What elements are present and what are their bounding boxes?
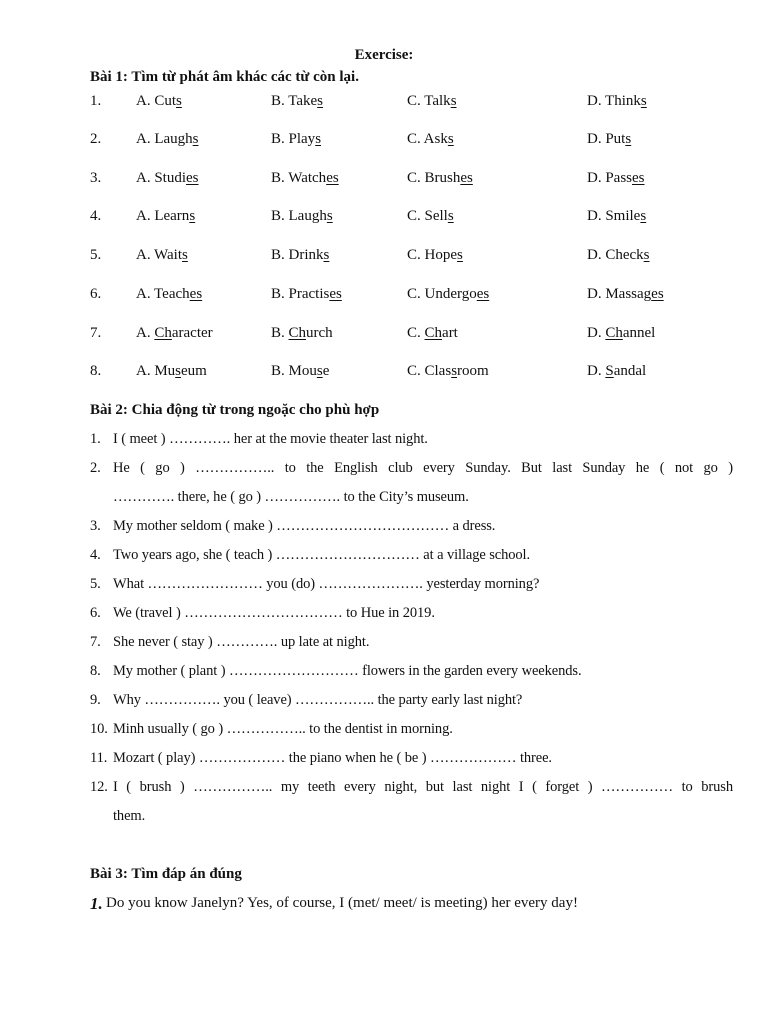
bai1-option	[136, 93, 182, 110]
underlined-sound: es	[189, 286, 203, 302]
bai1-option	[136, 363, 207, 380]
option-text: D. Put	[587, 131, 626, 147]
option-text: D.	[587, 363, 606, 379]
option-text: A. Laugh	[136, 131, 193, 147]
bai1-option	[271, 93, 323, 110]
bai2-heading: Bài 2: Chia động từ trong ngoặc cho phù hợp	[90, 402, 380, 418]
option-text: C. Sell	[407, 208, 448, 224]
option-text: C. Brush	[407, 170, 461, 186]
option-text: D.	[587, 325, 606, 341]
option-text: C. Ask	[407, 131, 448, 147]
bai2-line-text: He ( go ) …………….. to the English club every Sunday. But last Sunday he ( not go )	[113, 460, 733, 476]
bai1-option	[587, 363, 646, 380]
bai3-question-text: Do you know Janelyn? Yes, of course, I (met/ meet/ is meeting) her every day!	[106, 895, 578, 911]
bai2-line-text: them.	[113, 808, 146, 824]
bai1-option	[407, 247, 463, 264]
bai2-line-number: 11.	[90, 750, 108, 766]
bai1-option	[407, 131, 454, 148]
bai1-option	[587, 325, 655, 342]
bai2-line-number: 9.	[90, 692, 101, 708]
bai1-option	[587, 208, 646, 225]
bai2-line-text: I ( brush ) …………….. my teeth every night, but last night I ( forget ) …………… to brush	[113, 779, 733, 795]
underlined-sound: es	[326, 170, 339, 186]
bai1-option	[587, 93, 647, 110]
underlined-sound: s	[625, 131, 632, 147]
underlined-sound: es	[476, 286, 490, 302]
bai1-question-number: 7.	[90, 325, 102, 341]
underlined-sound: s	[315, 131, 322, 147]
bai2-line-number: 7.	[90, 634, 101, 650]
option-text: B. Laugh	[271, 208, 327, 224]
underlined-sound: S	[605, 363, 614, 379]
option-text: A. Wait	[136, 247, 183, 263]
underlined-sound: s	[176, 93, 182, 109]
underlined-sound: s	[640, 208, 647, 224]
bai1-option	[407, 208, 454, 225]
bai1-option	[136, 247, 188, 264]
option-text: C.	[407, 325, 425, 341]
exercise-title: Exercise:	[354, 47, 414, 63]
option-text: B. Play	[271, 131, 316, 147]
option-text: C. Undergo	[407, 286, 477, 302]
option-text: C. Hope	[407, 247, 457, 263]
bai2-line-number: 3.	[90, 518, 101, 534]
option-text: D. Check	[587, 247, 644, 263]
underlined-sound: s	[457, 247, 463, 263]
option-text-rest: aracter	[171, 325, 213, 341]
option-text-rest: art	[442, 325, 458, 341]
option-text: B. Take	[271, 93, 318, 109]
bai1-question-number: 6.	[90, 286, 102, 302]
underlined-sound: Ch	[424, 325, 443, 341]
bai2-line-text: Two years ago, she ( teach ) ………………………… at a village school.	[113, 547, 531, 563]
bai1-option	[136, 170, 199, 187]
bai1-option	[407, 325, 458, 342]
option-text: A. Studi	[136, 170, 187, 186]
bai2-line-number: 1.	[90, 431, 101, 447]
bai1-option	[407, 286, 489, 303]
bai1-question-number: 8.	[90, 363, 102, 379]
bai2-line-text: Mozart ( play) ……………… the piano when he ( be ) ……………… three.	[113, 750, 552, 766]
bai1-option	[587, 247, 650, 264]
option-text-rest: eum	[181, 363, 207, 379]
option-text-rest: annel	[622, 325, 656, 341]
bai1-option	[587, 286, 664, 303]
bai1-question-number: 4.	[90, 208, 102, 224]
option-text-rest: andal	[613, 363, 647, 379]
bai2-line-text: …………. there, he ( go ) ……………. to the City’s museum.	[113, 489, 469, 505]
option-text: B. Drink	[271, 247, 324, 263]
bai1-question-number: 5.	[90, 247, 102, 263]
underlined-sound: es	[329, 286, 342, 302]
bai1-option	[136, 208, 195, 225]
bai1-option	[136, 131, 199, 148]
option-text: D. Smile	[587, 208, 641, 224]
option-text: B. Mou	[271, 363, 317, 379]
underlined-sound: Ch	[288, 325, 307, 341]
bai1-option	[271, 170, 339, 187]
option-text: B. Watch	[271, 170, 327, 186]
option-text-rest: room	[457, 363, 489, 379]
bai2-line-text: We (travel ) …………………………… to Hue in 2019.	[113, 605, 435, 621]
bai1-option	[271, 363, 329, 380]
bai2-line-number: 10.	[90, 721, 108, 737]
underlined-sound: s	[316, 363, 323, 379]
underlined-sound: s	[447, 131, 454, 147]
underlined-sound: s	[451, 363, 458, 379]
underlined-sound: s	[450, 93, 457, 109]
underlined-sound: s	[189, 208, 196, 224]
bai2-line-number: 4.	[90, 547, 101, 563]
bai2-line-number: 12.	[90, 779, 108, 795]
bai1-option	[271, 131, 321, 148]
bai2-line-text: I ( meet ) …………. her at the movie theater last night.	[113, 431, 428, 447]
underlined-sound: s	[643, 247, 650, 263]
bai1-option	[587, 170, 645, 187]
underlined-sound: s	[175, 363, 182, 379]
bai3-question-number: 1.	[90, 894, 103, 913]
option-text: A.	[136, 325, 155, 341]
bai2-line-text: She never ( stay ) …………. up late at night.	[113, 634, 370, 650]
bai1-option	[271, 325, 333, 342]
underlined-sound: s	[326, 208, 333, 224]
option-text: C. Clas	[407, 363, 452, 379]
underlined-sound: s	[640, 93, 647, 109]
underlined-sound: s	[192, 131, 199, 147]
bai2-line-text: My mother seldom ( make ) ……………………………… a dress.	[113, 518, 496, 534]
bai1-option	[271, 286, 342, 303]
bai2-line-number: 2.	[90, 460, 101, 476]
option-text: B.	[271, 325, 289, 341]
option-text: D. Massag	[587, 286, 652, 302]
bai2-line-number: 8.	[90, 663, 101, 679]
option-text: A. Teach	[136, 286, 190, 302]
bai1-option	[407, 170, 473, 187]
underlined-sound: s	[317, 93, 324, 109]
bai2-line-text: What …………………… you (do) …………………. yesterday morning?	[113, 576, 540, 592]
bai1-option	[587, 131, 631, 148]
bai2-line-text: Why ……………. you ( leave) …………….. the party early last night?	[113, 692, 523, 708]
option-text: B. Practis	[271, 286, 330, 302]
underlined-sound: es	[186, 170, 199, 186]
bai1-question-number: 2.	[90, 131, 102, 147]
bai1-heading: Bài 1: Tìm từ phát âm khác các từ còn lại.	[90, 69, 359, 85]
underlined-sound: es	[651, 286, 664, 302]
option-text: D. Pass	[587, 170, 633, 186]
bai3-heading: Bài 3: Tìm đáp án đúng	[90, 866, 242, 882]
bai1-option	[407, 93, 457, 110]
bai1-question-number: 3.	[90, 170, 102, 186]
underlined-sound: s	[447, 208, 454, 224]
bai2-line-number: 5.	[90, 576, 101, 592]
bai1-option	[271, 247, 329, 264]
underlined-sound: Ch	[154, 325, 172, 341]
option-text: C. Talk	[407, 93, 451, 109]
underlined-sound: es	[632, 170, 645, 186]
bai1-option	[136, 286, 202, 303]
underlined-sound: s	[323, 247, 330, 263]
underlined-sound: es	[460, 170, 473, 186]
bai1-question-number: 1.	[90, 93, 102, 109]
underlined-sound: Ch	[605, 325, 623, 341]
option-text-rest: e	[322, 363, 330, 379]
option-text: D. Think	[587, 93, 641, 109]
option-text: A. Learn	[136, 208, 190, 224]
option-text: A. Cut	[136, 93, 177, 109]
bai2-line-text: Minh usually ( go ) …………….. to the dentist in morning.	[113, 721, 453, 737]
option-text: A. Mu	[136, 363, 176, 379]
bai1-option	[271, 208, 333, 225]
option-text-rest: urch	[306, 325, 333, 341]
bai2-line-number: 6.	[90, 605, 101, 621]
underlined-sound: s	[182, 247, 188, 263]
bai2-line-text: My mother ( plant ) ……………………… flowers in the garden every weekends.	[113, 663, 582, 679]
bai1-option	[407, 363, 489, 380]
bai1-option	[136, 325, 213, 342]
